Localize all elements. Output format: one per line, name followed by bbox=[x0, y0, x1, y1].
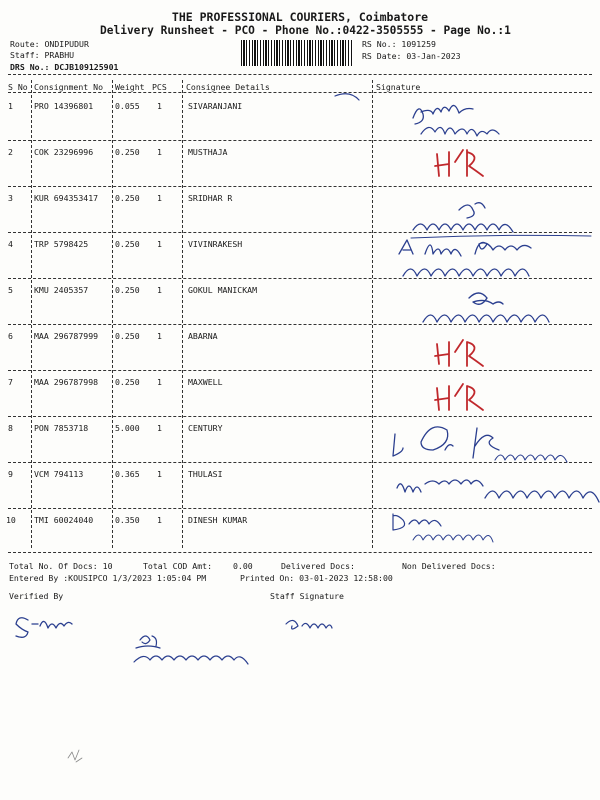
staff-signature-label: Staff Signature bbox=[270, 591, 344, 601]
row-consignment: PRO 14396801 bbox=[34, 101, 94, 111]
row-consignee: THULASI bbox=[188, 469, 223, 479]
row-sno: 10 bbox=[6, 515, 16, 525]
row-weight: 5.000 bbox=[115, 423, 140, 433]
row-sno: 4 bbox=[8, 239, 13, 249]
row-pcs: 1 bbox=[157, 147, 162, 157]
row-sno: 3 bbox=[8, 193, 13, 203]
row-consignee: ABARNA bbox=[188, 331, 218, 341]
row-weight: 0.250 bbox=[115, 239, 140, 249]
row-consignment: COK 23296996 bbox=[34, 147, 94, 157]
row-pcs: 1 bbox=[157, 285, 162, 295]
row-weight: 0.250 bbox=[115, 285, 140, 295]
total-cod-label: Total COD Amt: bbox=[143, 561, 213, 571]
drs-number: DRS No.: DCJB109125901 bbox=[10, 62, 119, 72]
row-pcs: 1 bbox=[157, 377, 162, 387]
row-sno: 1 bbox=[8, 101, 13, 111]
row-sno: 9 bbox=[8, 469, 13, 479]
row-sno: 5 bbox=[8, 285, 13, 295]
col-consignment: Consignment No bbox=[34, 82, 104, 92]
row-consignment: VCM 794113 bbox=[34, 469, 84, 479]
footer-signatures bbox=[10, 600, 370, 680]
printed-on: Printed On: 03-01-2023 12:58:00 bbox=[240, 573, 393, 583]
row-weight: 0.250 bbox=[115, 377, 140, 387]
table-bottom-divider bbox=[8, 552, 592, 553]
row-consignment: TMI 60024040 bbox=[34, 515, 94, 525]
barcode bbox=[241, 40, 353, 66]
col-weight: Weight bbox=[115, 82, 145, 92]
row-pcs: 1 bbox=[157, 423, 162, 433]
handwritten-signatures bbox=[325, 90, 600, 550]
row-consignee: MUSTHAJA bbox=[188, 147, 228, 157]
entered-by: Entered By :KOUSIPCO 1/3/2023 1:05:04 PM bbox=[9, 573, 207, 583]
delivered-docs: Delivered Docs: bbox=[281, 561, 355, 571]
rs-number: RS No.: 1091259 bbox=[362, 39, 436, 49]
row-consignee: CENTURY bbox=[188, 423, 223, 433]
col-sno: S No bbox=[8, 82, 28, 92]
total-docs: Total No. Of Docs: 10 bbox=[9, 561, 113, 571]
row-consignment: KUR 694353417 bbox=[34, 193, 99, 203]
row-consignment: MAA 296787998 bbox=[34, 377, 99, 387]
row-consignment: MAA 296787999 bbox=[34, 331, 99, 341]
row-weight: 0.055 bbox=[115, 101, 140, 111]
row-consignee: MAXWELL bbox=[188, 377, 223, 387]
row-pcs: 1 bbox=[157, 331, 162, 341]
scribble-mark bbox=[60, 740, 100, 770]
col-consignee: Consignee Details bbox=[186, 82, 270, 92]
row-weight: 0.365 bbox=[115, 469, 140, 479]
runsheet-title: Delivery Runsheet - PCO - Phone No.:0422-3505555 - Page No.:1 bbox=[100, 24, 511, 37]
row-consignment: PON 7853718 bbox=[34, 423, 89, 433]
rs-date: RS Date: 03-Jan-2023 bbox=[362, 51, 461, 61]
row-pcs: 1 bbox=[157, 239, 162, 249]
row-pcs: 1 bbox=[157, 515, 162, 525]
row-pcs: 1 bbox=[157, 101, 162, 111]
row-consignee: DINESH KUMAR bbox=[188, 515, 248, 525]
header-divider bbox=[8, 74, 592, 75]
col-signature: Signature bbox=[376, 82, 421, 92]
company-title: THE PROFESSIONAL COURIERS, Coimbatore bbox=[171, 10, 429, 24]
row-weight: 0.350 bbox=[115, 515, 140, 525]
row-weight: 0.250 bbox=[115, 331, 140, 341]
row-sno: 6 bbox=[8, 331, 13, 341]
row-sno: 8 bbox=[8, 423, 13, 433]
verified-by-label: Verified By bbox=[9, 591, 64, 601]
row-sno: 7 bbox=[8, 377, 13, 387]
row-sno: 2 bbox=[8, 147, 13, 157]
row-pcs: 1 bbox=[157, 193, 162, 203]
row-consignment: TRP 5798425 bbox=[34, 239, 89, 249]
col-pcs: PCS bbox=[152, 82, 167, 92]
staff-label: Staff: PRABHU bbox=[10, 50, 75, 60]
row-consignee: VIVINRAKESH bbox=[188, 239, 243, 249]
route-label: Route: ONDIPUDUR bbox=[10, 39, 89, 49]
row-consignee: SRIDHAR R bbox=[188, 193, 233, 203]
row-weight: 0.250 bbox=[115, 193, 140, 203]
total-cod-value: 0.00 bbox=[233, 561, 253, 571]
row-consignee: SIVARANJANI bbox=[188, 101, 243, 111]
non-delivered-docs: Non Delivered Docs: bbox=[402, 561, 496, 571]
row-pcs: 1 bbox=[157, 469, 162, 479]
row-consignee: GOKUL MANICKAM bbox=[188, 285, 258, 295]
row-weight: 0.250 bbox=[115, 147, 140, 157]
row-consignment: KMU 2405357 bbox=[34, 285, 89, 295]
